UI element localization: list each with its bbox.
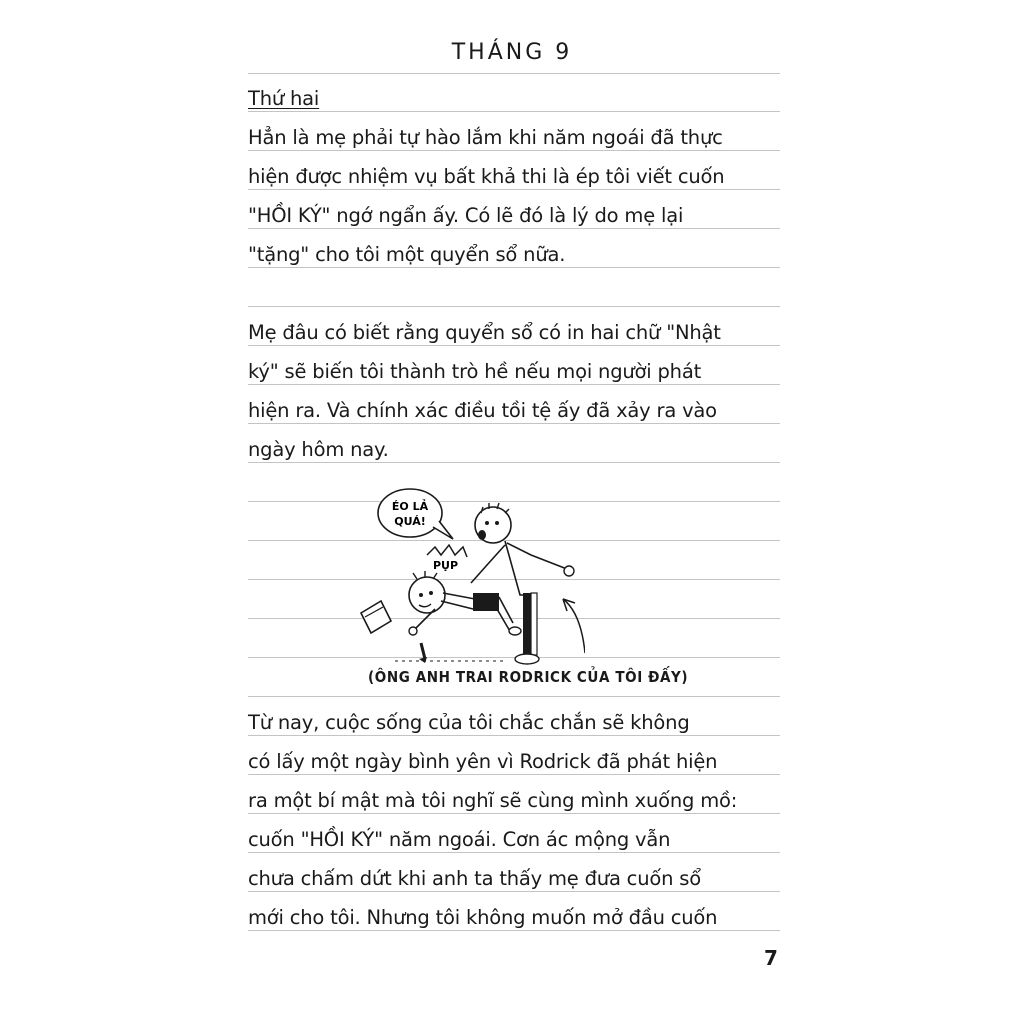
speech-text-line1: ÉO LẢ <box>391 500 429 513</box>
text-line: ra một bí mật mà tôi nghĩ sẽ cùng mình xuống mồ: <box>248 789 738 812</box>
ruled-line <box>248 73 780 74</box>
page-title: THÁNG 9 <box>451 40 573 65</box>
pencil <box>421 643 425 659</box>
cartoon-illustration <box>355 483 585 669</box>
greg-shorts <box>473 593 499 611</box>
entry-day-heading: Thứ hai <box>248 87 320 110</box>
sound-effect-text: PỤP <box>433 559 459 572</box>
greg-torso <box>441 601 473 609</box>
illustration-caption: (ÔNG ANH TRAI RODRICK CỦA TÔI ĐẤY) <box>368 668 689 686</box>
speech-bubble <box>378 489 442 537</box>
brother-eye <box>495 521 499 525</box>
greg-shoe <box>509 627 521 635</box>
greg-eye <box>419 593 423 597</box>
brother-mouth <box>478 530 486 540</box>
text-line: Từ nay, cuộc sống của tôi chắc chắn sẽ không <box>248 711 690 734</box>
text-line: chưa chấm dứt khi anh ta thấy mẹ đưa cuốn sổ <box>248 867 701 890</box>
text-line: ký" sẽ biến tôi thành trò hề nếu mọi người phát <box>248 360 702 383</box>
brother-hand <box>564 566 574 576</box>
speech-text-line2: QUÁ! <box>394 515 426 528</box>
text-line: ngày hôm nay. <box>248 438 389 461</box>
page-number: 7 <box>764 946 778 970</box>
text-line: "HỒI KÝ" ngớ ngẩn ấy. Có lẽ đó là lý do mẹ lại <box>248 204 684 227</box>
greg-head <box>409 577 445 613</box>
text-line: "tặng" cho tôi một quyển sổ nữa. <box>248 243 566 266</box>
brother-pushing-arm <box>471 545 505 583</box>
text-line: có lấy một ngày bình yên vì Rodrick đã phát hiện <box>248 750 718 773</box>
text-line: cuốn "HỒI KÝ" năm ngoái. Cơn ác mộng vẫn <box>248 828 671 851</box>
brother-leg <box>531 593 537 655</box>
text-line: hiện được nhiệm vụ bất khả thi là ép tôi viết cuốn <box>248 165 725 188</box>
ruled-line <box>248 696 780 697</box>
greg-eye <box>429 591 433 595</box>
brother-arm <box>507 543 567 569</box>
text-line: Hẳn là mẹ phải tự hào lắm khi năm ngoái đã thực <box>248 126 723 149</box>
impact-burst <box>427 545 467 557</box>
brother-eye <box>485 521 489 525</box>
text-line: Mẹ đâu có biết rằng quyển sổ có in hai chữ "Nhật <box>248 321 721 344</box>
greg-hand <box>409 627 417 635</box>
ruled-line <box>248 306 780 307</box>
text-line: mới cho tôi. Nhưng tôi không muốn mở đầu cuốn <box>248 906 718 929</box>
text-line: hiện ra. Và chính xác điều tồi tệ ấy đã xảy ra vào <box>248 399 717 422</box>
brother-shoe <box>515 654 539 664</box>
pencil-tip <box>419 657 427 663</box>
